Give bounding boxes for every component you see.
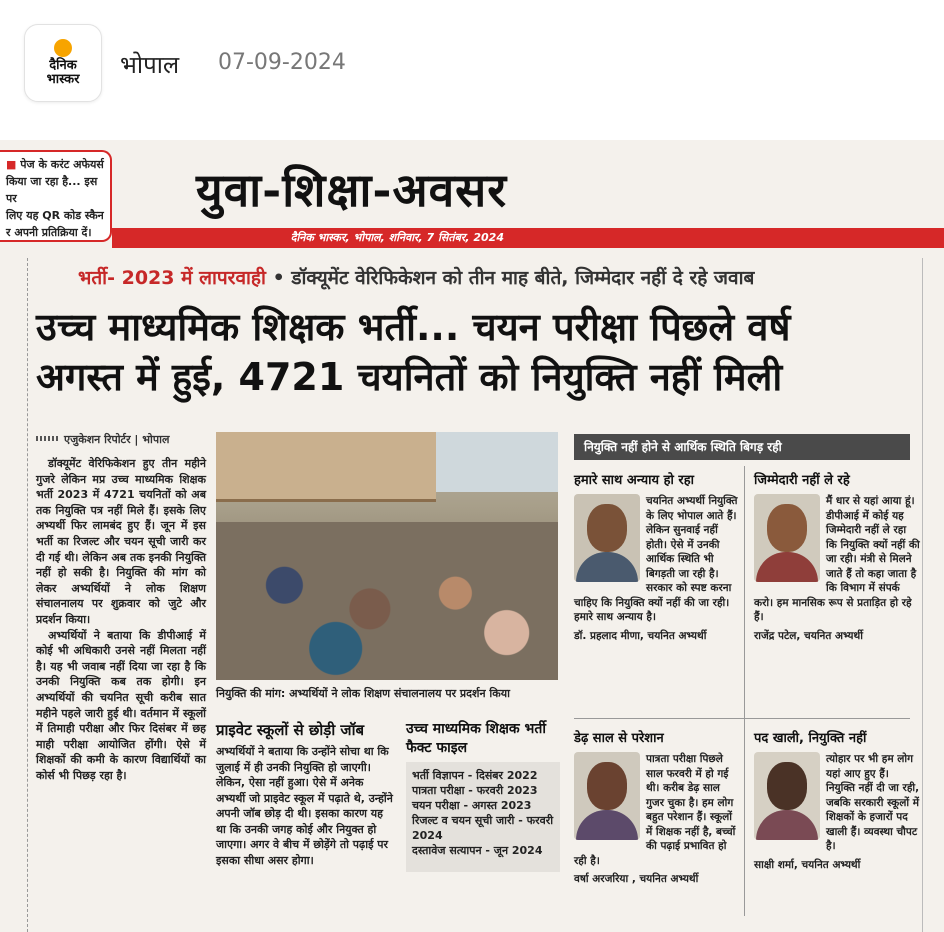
logo-line2: भास्कर — [46, 72, 80, 87]
newspaper-clipping — [0, 140, 944, 932]
row-divider — [574, 718, 910, 719]
fact-item: रिजल्ट व चयन सूची जारी - फरवरी 2024 — [412, 814, 554, 842]
quote-card — [754, 470, 920, 643]
date-label: 07-09-2024 — [218, 50, 346, 75]
adjacent-column-edge — [922, 258, 944, 932]
fact-file-box — [406, 762, 560, 872]
quote-title: हमारे साथ अन्याय हो रहा — [574, 473, 694, 488]
publisher-logo[interactable] — [24, 24, 102, 102]
headline — [36, 302, 906, 402]
byline: एजुकेशन रिपोर्टर | भोपाल — [36, 432, 169, 447]
quote-author: साक्षी शर्मा, चयनित अभ्यर्थी — [754, 858, 861, 871]
article-para2: अभ्यर्थियों ने बताया कि डीपीआई में कोई भी अधिकारी उनसे नहीं मिलता नहीं है। यह भी जवाब नहीं दिया जा रहा है कि उनकी नियुक्ति कब तक होगी। इन अभ्यर्थियों की चयनित सूची करीब सात महीने पहले जारी हुई थी। वर्तमान में स्कूलों में तिमाही परीक्षा और फिर दिसंबर में छह माही परीक्षा आयोजित होंगी। ऐसे में शिक्षकों की कमी के कारण विद्यार्थियों का कोर्स भी पिछड़ रहा है। — [36, 628, 206, 782]
fact-file-title: उच्च माध्यमिक शिक्षक भर्ती फैक्ट फाइल — [406, 721, 546, 756]
portrait-image — [574, 494, 640, 582]
quote-author: वर्षा अरजरिया , चयनित अभ्यर्थी — [574, 873, 699, 885]
quote-body: त्योहार पर भी हम लोग यहां आए हुए हैं। नियुक्ति नहीं दी जा रही, जबकि सरकारी स्कूलों में शिक्षकों के हजारों पद खाली हैं। व्यवस्था चौपट है। — [826, 753, 920, 852]
portrait-image — [754, 752, 820, 840]
quote-title: जिम्मेदारी नहीं ले रहे — [754, 473, 850, 488]
fact-item: पात्रता परीक्षा - फरवरी 2023 — [412, 784, 538, 797]
kicker-rest: • डॉक्यूमेंट वेरिफिकेशन को तीन माह बीते, जिम्मेदार नहीं दे रहे जवाब — [272, 267, 755, 289]
portrait-image — [754, 494, 820, 582]
logo-line1: दैनिक — [49, 58, 77, 73]
article-body — [36, 456, 206, 783]
fact-item: चयन परीक्षा - अगस्त 2023 — [412, 799, 532, 812]
left-column-edge — [0, 258, 28, 932]
photo-caption: नियुक्ति की मांग: अभ्यर्थियों ने लोक शिक्षण संचालनालय पर प्रदर्शन किया — [216, 687, 510, 700]
quote-card — [574, 470, 740, 643]
kicker — [78, 264, 754, 290]
promo-line4: र अपनी प्रतिक्रिया दें। — [6, 226, 92, 239]
sub-story-title: प्राइवेट स्कूलों से छोड़ी जॉब — [216, 721, 365, 739]
section-masthead: युवा-शिक्षा-अवसर — [196, 163, 508, 217]
portrait-image — [574, 752, 640, 840]
promo-line2: किया जा रहा है... इस पर — [6, 175, 98, 205]
quote-body: मैं धार से यहां आया हूं। डीपीआई में कोई यह जिम्मेदारी नहीं ले रहा कि नियुक्ति क्यों नहीं की जा रही। मंत्री से मिलने जाते हैं तो कहा जाता है कि विभाग में संपर्क करो। हम मानसिक रूप से प्रताड़ित हो रहे हैं। — [754, 495, 920, 623]
fact-item: भर्ती विज्ञापन - दिसंबर 2022 — [412, 769, 538, 782]
fact-item: दस्तावेज सत्यापन - जून 2024 — [412, 844, 543, 857]
quote-author: डॉ. प्रहलाद मीणा, चयनित अभ्यर्थी — [574, 629, 707, 642]
quote-title: पद खाली, नियुक्ति नहीं — [754, 731, 867, 746]
sub-story-body: अभ्यर्थियों ने बताया कि उन्होंने सोचा था कि जुलाई में ही उनकी नियुक्ति हो जाएगी। लेकिन, ऐसा नहीं हुआ। ऐसे में अनेक अभ्यर्थी जो प्राइवेट स्कूल में पढ़ाते थे, उन्होंने अपनी जॉब छोड़ दी थी। इसका कारण यह था कि उनकी जगह कोई और नियुक्त हो जाएगा। अगर वे बीच में छोड़ेंगे तो पढ़ाई पर इसका सीधा असर होगा। — [216, 745, 393, 867]
headline-line1: उच्च माध्यमिक शिक्षक भर्ती... चयन परीक्षा पिछले वर्ष — [36, 305, 791, 349]
quote-body: पात्रता परीक्षा पिछले साल फरवरी में हो गई थी। करीब डेढ़ साल गुजर चुका है। हम लोग बहुत परेशान हैं। स्कूलों में शिक्षक नहीं है, बच्चों की पढ़ाई प्रभावित हो रही है। — [574, 753, 736, 867]
photo-crowd — [216, 522, 558, 680]
city-label: भोपाल — [120, 51, 180, 79]
photo-sky — [436, 432, 558, 492]
quote-card — [754, 728, 920, 872]
quote-title: डेढ़ साल से परेशान — [574, 731, 664, 746]
panel-header: नियुक्ति नहीं होने से आर्थिक स्थिति बिगड़ रही — [574, 434, 910, 460]
article-para1: डॉक्यूमेंट वेरिफिकेशन हुए तीन महीने गुजरे लेकिन मप्र उच्च माध्यमिक शिक्षक भर्ती 2023 में 4721 चयनितों को अब तक नियुक्ति पत्र नहीं मिले हैं। इसके लिए अभ्यर्थी फिर लामबंद हुए हैं। जून में इस भर्ती का रिजल्ट और चयन सूची जारी कर दी गई थी। लेकिन अब तक इनकी नियुक्ति नहीं हो सकी है। नियुक्ति की मांग को लेकर अभ्यर्थियों ने लोक शिक्षण संचालनालय पर शुक्रवार को जुटे और प्रदर्शन किया। — [36, 457, 206, 626]
protest-photo — [216, 432, 558, 680]
quote-body: चयनित अभ्यर्थी नियुक्ति के लिए भोपाल आते हैं। लेकिन सुनवाई नहीं होती। ऐसे में उनकी आर्थिक स्थिति भी बिगड़ती जा रही है। सरकार को स्पष्ट करना चाहिए कि नियुक्ति क्यों नहीं की जा रही। हमारे साथ अन्याय है। — [574, 495, 738, 623]
quote-author: राजेंद्र पटेल, चयनित अभ्यर्थी — [754, 629, 863, 642]
headline-line2: अगस्त में हुई, 4721 चयनितों को नियुक्ति नहीं मिली — [36, 355, 783, 399]
qr-promo-box: ■ पेज के करंट अफेयर्स किया जा रहा है... इस पर लिए यह QR कोड स्कैन र अपनी प्रतिक्रिया दें। — [0, 150, 112, 242]
promo-line3: लिए यह QR कोड स्कैन — [6, 209, 104, 222]
kicker-red: भर्ती- 2023 में लापरवाही — [78, 267, 266, 289]
post-header — [0, 0, 944, 120]
promo-line1: पेज के करंट अफेयर्स — [20, 158, 104, 171]
column-divider — [744, 466, 745, 916]
dateline: दैनिक भास्कर, भोपाल, शनिवार, 7 सितंबर, 2024 — [290, 231, 504, 244]
sun-icon — [54, 39, 72, 57]
photo-building — [216, 432, 436, 502]
masthead-rule — [112, 228, 944, 248]
quote-card — [574, 728, 740, 886]
